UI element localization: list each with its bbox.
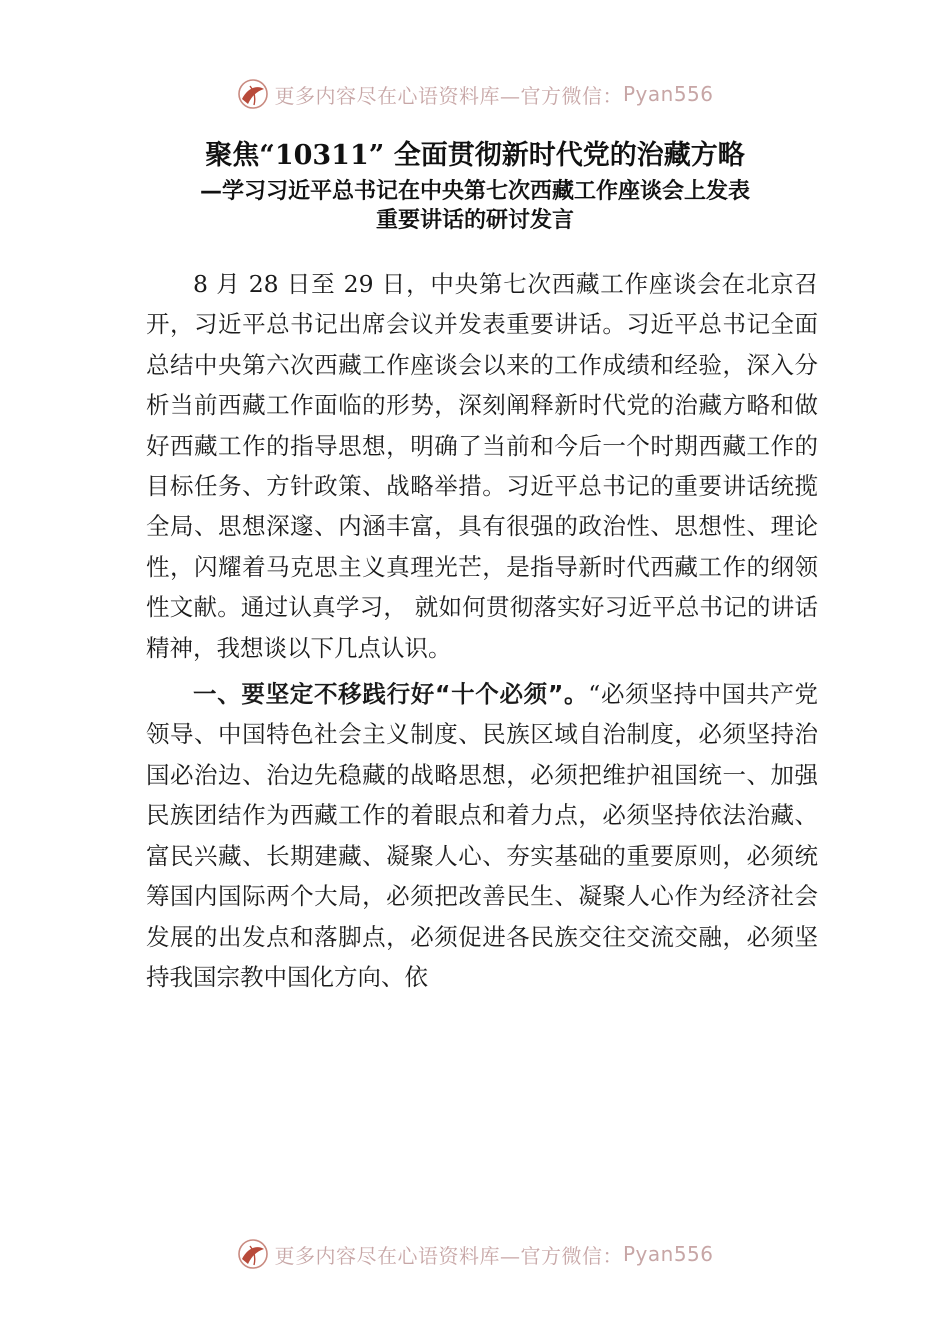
document-subtitle-line1: —学习习近平总书记在中央第七次西藏工作座谈会上发表 [199,179,750,204]
document-title: 聚焦“10311” 全面贯彻新时代党的治藏方略 [205,140,745,171]
paragraph-intro: 8 月 28 日至 29 日，中央第七次西藏工作座谈会在北京召开，习近平总书记出席会议并发表重要讲话。习近平总书记全面总结中央第六次西藏工作座谈会以来的工作成绩和经验，深入分析当前西藏工作面临的形势，深刻阐释新时代党的治藏方略和做好西藏工作的指导思想，明确了当前和今后一个时期西藏工作的目标任务、方针政策、战略举措。习近平总书记的重要讲话统揽全局、思想深邃、内涵丰富，具有很强的政治性、思想性、理论性，闪耀着马克思主义真理光芒，是指导新时代西藏工作的纲领性文献。通过认真学习， 就如何贯彻落实好习近平总书记的讲话精神，我想谈以下几点认识。 [146,270,818,662]
footer-watermark [0,1234,950,1274]
section-1-body: “必须坚持中国共产党领导、中国特色社会主义制度、民族区域自治制度，必须坚持治国必治边、治边先稳藏的战略思想，必须把维护祖国统一、加强民族团结作为西藏工作的着眼点和着力点，必须坚持依法治藏、富民兴藏、长期建藏、凝聚人心、夯实基础的重要原则，必须统筹国内国际两个大局，必须把改善民生、凝聚人心作为经济社会发展的出发点和落脚点，必须促进各民族交往交流交融，必须坚持我国宗教中国化方向、依 [146,680,819,991]
watermark-text: 更多内容尽在心语资料库—官方微信： [274,83,623,108]
section-1-heading: 一、要坚定不移践行好“十个必须”。 [193,680,589,709]
watermark-logo-icon [236,1237,270,1271]
header-watermark [0,74,950,114]
watermark-text: 更多内容尽在心语资料库—官方微信： [274,1243,623,1268]
document-body [146,264,818,1003]
watermark-wechat-id: Pyan556 [622,1242,714,1266]
paragraph-section-1 [146,674,818,997]
document-subtitle-line2: 重要讲话的研讨发言 [375,208,574,233]
watermark-logo-icon [236,77,270,111]
watermark-wechat-id: Pyan556 [622,82,714,106]
